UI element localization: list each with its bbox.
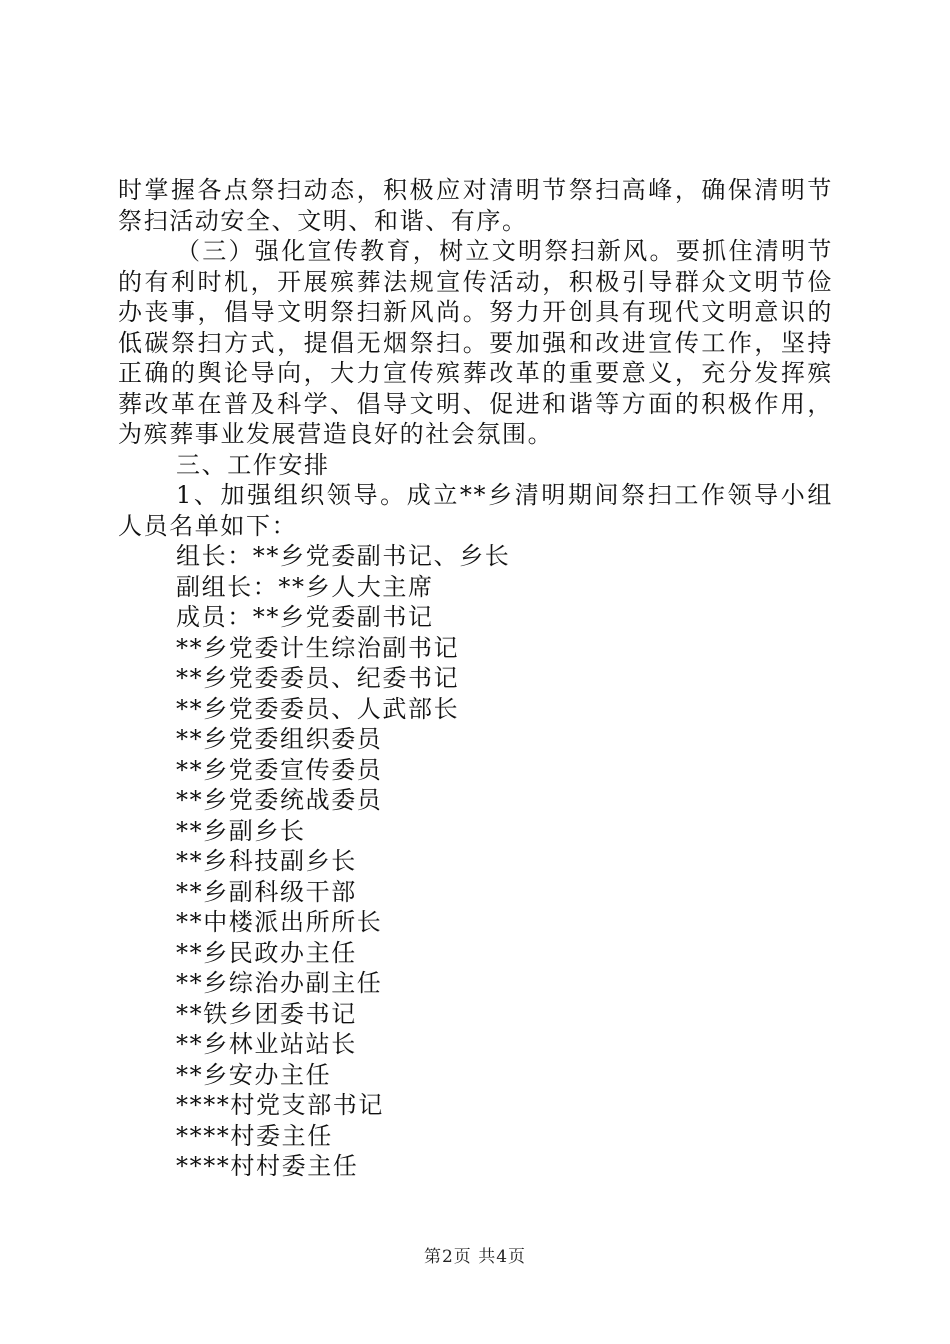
member-line: **乡副乡长 [176, 816, 306, 845]
member-line: **中楼派出所所长 [176, 908, 383, 936]
member-line: **乡林业站站长 [176, 1030, 357, 1058]
member-line: 副组长：**乡人大主席 [176, 572, 434, 601]
member-line: ****村党支部书记 [176, 1091, 384, 1119]
member-line: 组长：**乡党委副书记、乡长 [176, 542, 511, 570]
document-body [118, 175, 833, 1182]
section-heading: 三、工作安排 [176, 450, 330, 479]
member-line: **乡党委统战委员 [176, 786, 383, 814]
member-line: ****村委主任 [176, 1121, 333, 1150]
member-line: 成员：**乡党委副书记 [176, 603, 434, 631]
member-line: **乡副科级干部 [176, 877, 357, 906]
paragraph-item-1: 1、加强组织领导。成立**乡清明期间祭扫工作领导小组人员名单如下： [118, 481, 833, 540]
member-line: **乡党委委员、人武部长 [176, 694, 460, 723]
member-line: ****村村委主任 [176, 1152, 359, 1180]
member-line: **乡综治办副主任 [176, 969, 383, 997]
member-line: **乡党委组织委员 [176, 725, 383, 753]
member-line: **乡科技副乡长 [176, 847, 357, 875]
paragraph-continuation: 时掌握各点祭扫动态，积极应对清明节祭扫高峰，确保清明节祭扫活动安全、文明、和谐、有序。 [118, 176, 833, 235]
member-line: **乡党委委员、纪委书记 [176, 664, 460, 692]
member-line: **乡党委宣传委员 [176, 755, 383, 784]
paragraph-publicity: （三）强化宣传教育，树立文明祭扫新风。要抓住清明节的有利时机，开展殡葬法规宣传活动，积极引导群众文明节俭办丧事，倡导文明祭扫新风尚。努力开创具有现代文明意识的低碳祭扫方式，提倡无烟祭扫。要加强和改进宣传工作，坚持正确的舆论导向，大力宣传殡葬改革的重要意义，充分发挥殡葬改革在普及科学、倡导文明、促进和谐等方面的积极作用，为殡葬事业发展营造良好的社会氛围。 [118, 237, 833, 448]
member-line: **铁乡团委书记 [176, 999, 357, 1028]
member-line: **乡安办主任 [176, 1060, 332, 1089]
page-footer: 第2页 共4页 [423, 1247, 527, 1267]
member-line: **乡民政办主任 [176, 938, 357, 967]
member-list [118, 541, 833, 1182]
member-line: **乡党委计生综治副书记 [176, 633, 460, 662]
